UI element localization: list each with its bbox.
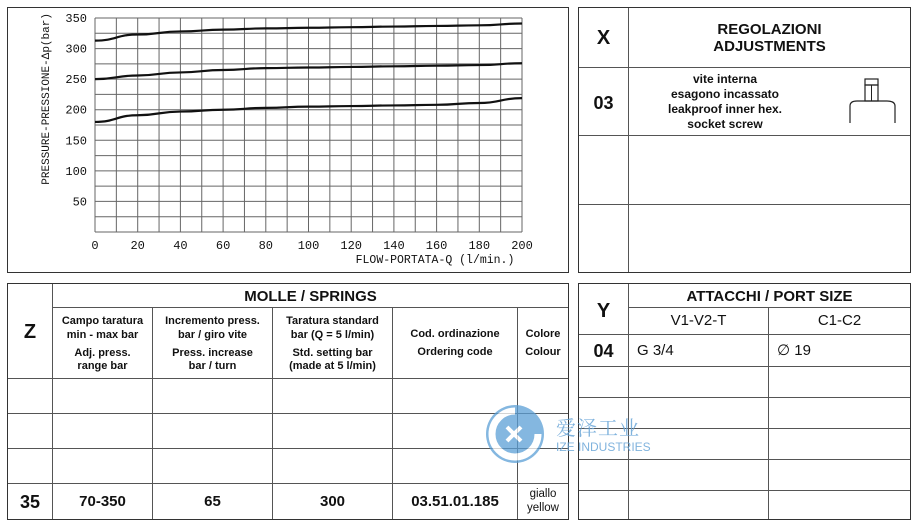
- x-tick-label: 180: [468, 239, 491, 253]
- adjustment-desc-2: esagono incassato: [670, 87, 780, 101]
- col-colour-h1: Colore: [525, 328, 561, 340]
- port-size-title: ATTACCHI / PORT SIZE: [686, 288, 853, 305]
- adjustment-desc-1: vite interna: [692, 72, 758, 86]
- port-col-v1v2t: V1-V2-T: [670, 312, 727, 329]
- chart-grid: [95, 18, 522, 232]
- x-tick-label: 20: [130, 239, 145, 253]
- col-increase-header: [153, 315, 272, 374]
- col-range-h4: range bar: [77, 360, 128, 373]
- spring-order-code: 03.51.01.185: [411, 493, 499, 510]
- y-tick-label: 200: [65, 103, 87, 118]
- col-increase-h4: bar / turn: [188, 360, 237, 373]
- col-range-h2: min - max bar: [66, 328, 139, 341]
- x-tick-label: 40: [173, 239, 188, 253]
- watermark-en: IZE INDUSTRIES: [556, 440, 651, 454]
- hex-socket-screw-icon: [845, 76, 905, 126]
- spring-increase: 65: [204, 493, 221, 510]
- springs-title: MOLLE / SPRINGS: [244, 288, 377, 305]
- y-tick-label: 100: [65, 164, 87, 179]
- y-axis-label: PRESSURE-PRESSIONE-Δp(bar): [41, 13, 54, 185]
- spring-setting: 300: [319, 493, 346, 510]
- x-tick-label: 60: [215, 239, 231, 253]
- adjustment-desc-4: socket screw: [687, 117, 763, 131]
- spring-range: 70-350: [79, 493, 126, 510]
- watermark-cn: 爱泽工业: [556, 416, 640, 440]
- spring-colour-en: yellow: [527, 502, 559, 514]
- y-tick-label: 250: [65, 73, 87, 88]
- port-v1v2t-value: G 3/4: [637, 342, 674, 359]
- z-letter: Z: [23, 321, 37, 343]
- col-setting-h4: (made at 5 l/min): [289, 360, 376, 373]
- x-tick-label: 120: [340, 239, 363, 253]
- col-colour-header: [518, 328, 568, 360]
- col-range-header: [53, 315, 152, 374]
- x-axis-label: FLOW-PORTATA-Q (l/min.): [355, 254, 515, 267]
- adjustment-desc-3: leakproof inner hex.: [667, 102, 783, 116]
- col-setting-h1: Taratura standard: [286, 315, 379, 327]
- y-tick-label: 150: [65, 134, 87, 149]
- col-setting-header: [273, 315, 392, 374]
- x-tick-label: 80: [258, 239, 274, 253]
- col-order-header: [393, 328, 517, 360]
- col-setting-h3: Std. setting bar: [292, 346, 373, 359]
- pressure-flow-chart: [0, 0, 570, 272]
- y-tick-label: 50: [72, 195, 87, 210]
- port-code: 04: [593, 341, 614, 361]
- x-tick-label: 0: [91, 239, 99, 253]
- adjustments-title-it: REGOLAZIONI: [717, 21, 822, 38]
- adjustment-code: 03: [593, 93, 614, 113]
- x-tick-label: 100: [297, 239, 320, 253]
- col-order-h2: Ordering code: [417, 345, 493, 358]
- col-setting-h2: bar (Q = 5 l/min): [290, 328, 375, 341]
- adjustments-title-en: ADJUSTMENTS: [713, 38, 826, 55]
- y-tick-label: 300: [65, 42, 87, 57]
- col-increase-h2: bar / giro vite: [177, 328, 248, 341]
- y-tick-label: 350: [65, 12, 87, 26]
- col-range-h1: Campo taratura: [61, 315, 144, 327]
- col-order-h1: Cod. ordinazione: [410, 328, 500, 340]
- col-increase-h1: Incremento press.: [165, 315, 260, 327]
- x-tick-label: 140: [383, 239, 405, 253]
- x-tick-label: 160: [425, 239, 448, 253]
- ize-logo-icon: [484, 403, 546, 465]
- x-letter: X: [596, 27, 611, 49]
- col-increase-h3: Press. increase: [172, 346, 253, 359]
- spring-colour-it: giallo: [529, 488, 557, 500]
- y-letter: Y: [596, 300, 611, 322]
- port-col-c1c2: C1-C2: [817, 312, 862, 329]
- spring-code: 35: [19, 492, 41, 512]
- port-c1c2-value: ∅ 19: [777, 342, 811, 359]
- col-colour-h2: Colour: [525, 345, 561, 358]
- x-tick-label: 200: [511, 239, 533, 253]
- col-range-h3: Adj. press.: [74, 346, 131, 359]
